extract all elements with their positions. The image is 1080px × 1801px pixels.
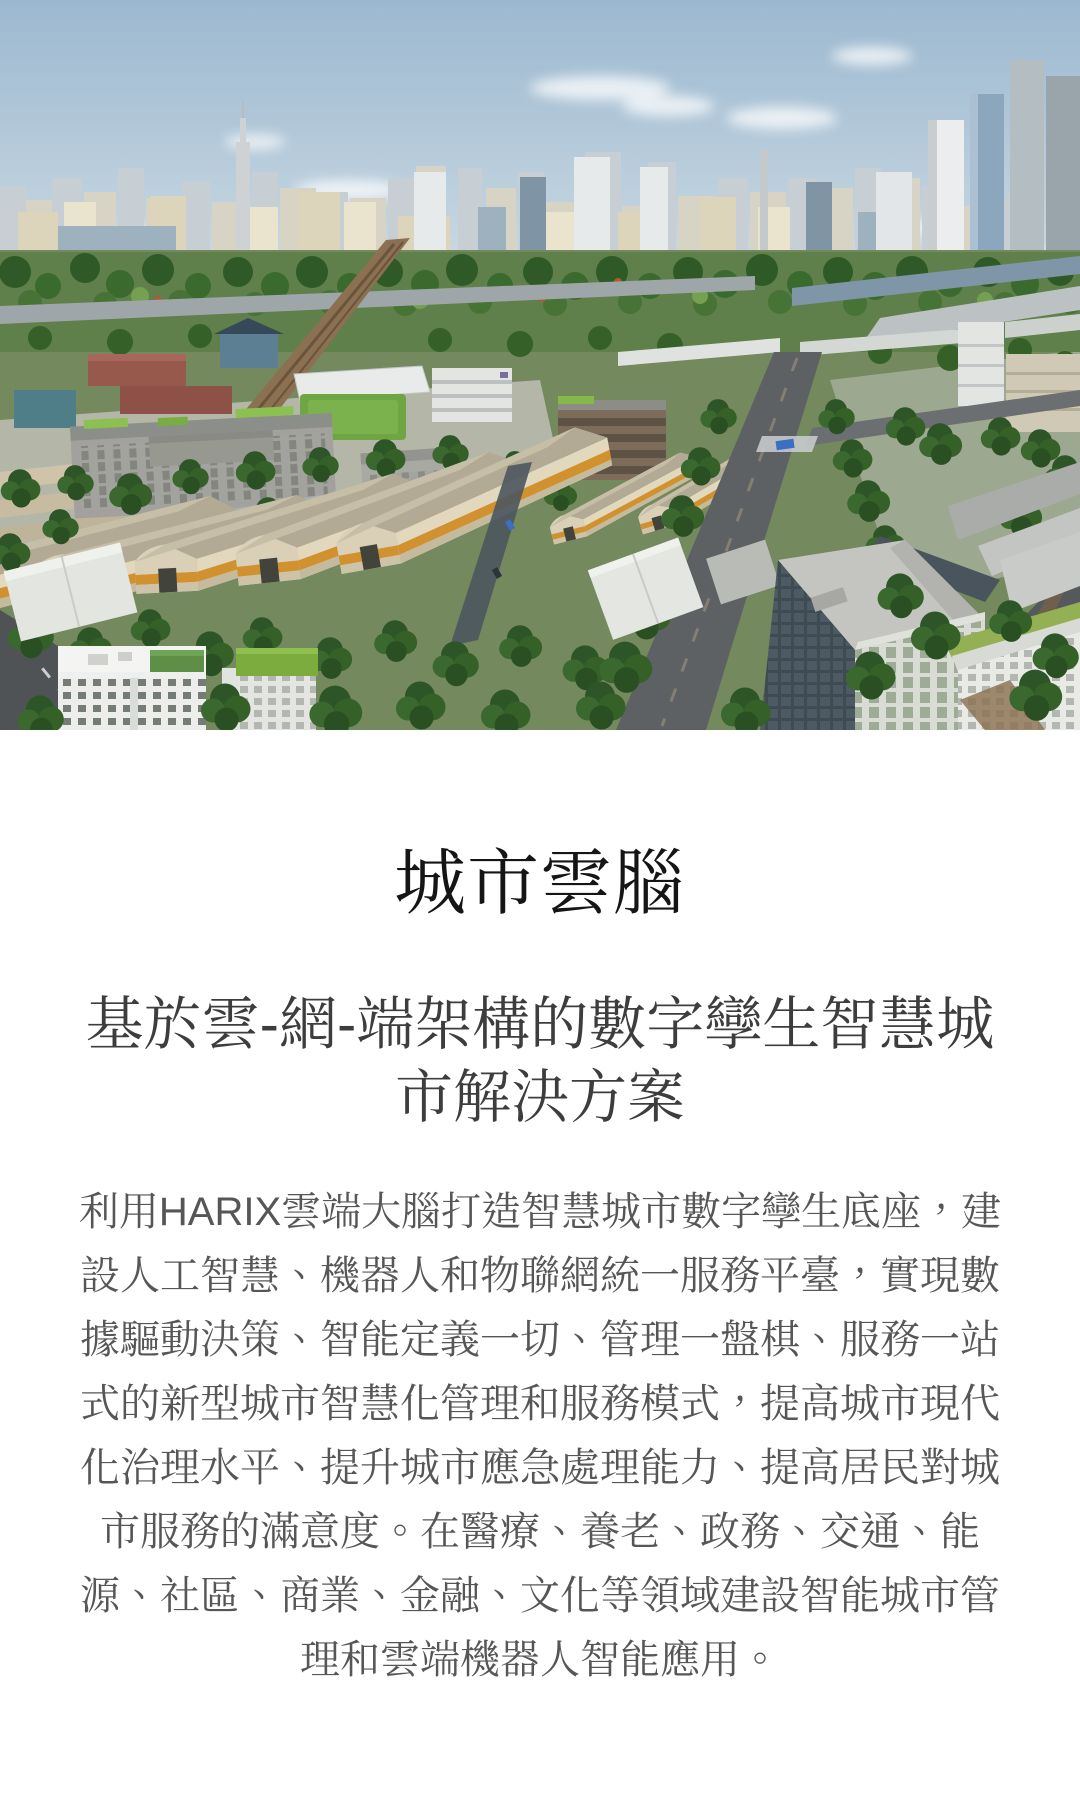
page-subtitle: 基於雲-網-端架構的數字孿生智慧城市解決方案 [85,991,995,1130]
city-aerial-render-illustration [0,0,1080,730]
page-title: 城市雲腦 [393,844,686,924]
content-section [0,838,1080,1692]
parking-structure [432,368,512,422]
body-paragraph: 利用HARIX雲端大腦打造智慧城市數字孿生底座，建設人工智慧、機器人和物聯網統一服務平臺，實現數據驅動決策、智能定義一切、管理一盤棋、服務一站式的新型城市智慧化管理和服務模式，提高城市現代化治理水平、提升城市應急處理能力、提高居民對城市服務的滿意度。在醫療、養老、政務、交通、能源、社區、商業、金融、文化等領域建設智能城市管理和雲端機器人智能應用。 [78,1189,1002,1682]
residential-tower [58,646,206,730]
hero-image [0,0,1080,730]
